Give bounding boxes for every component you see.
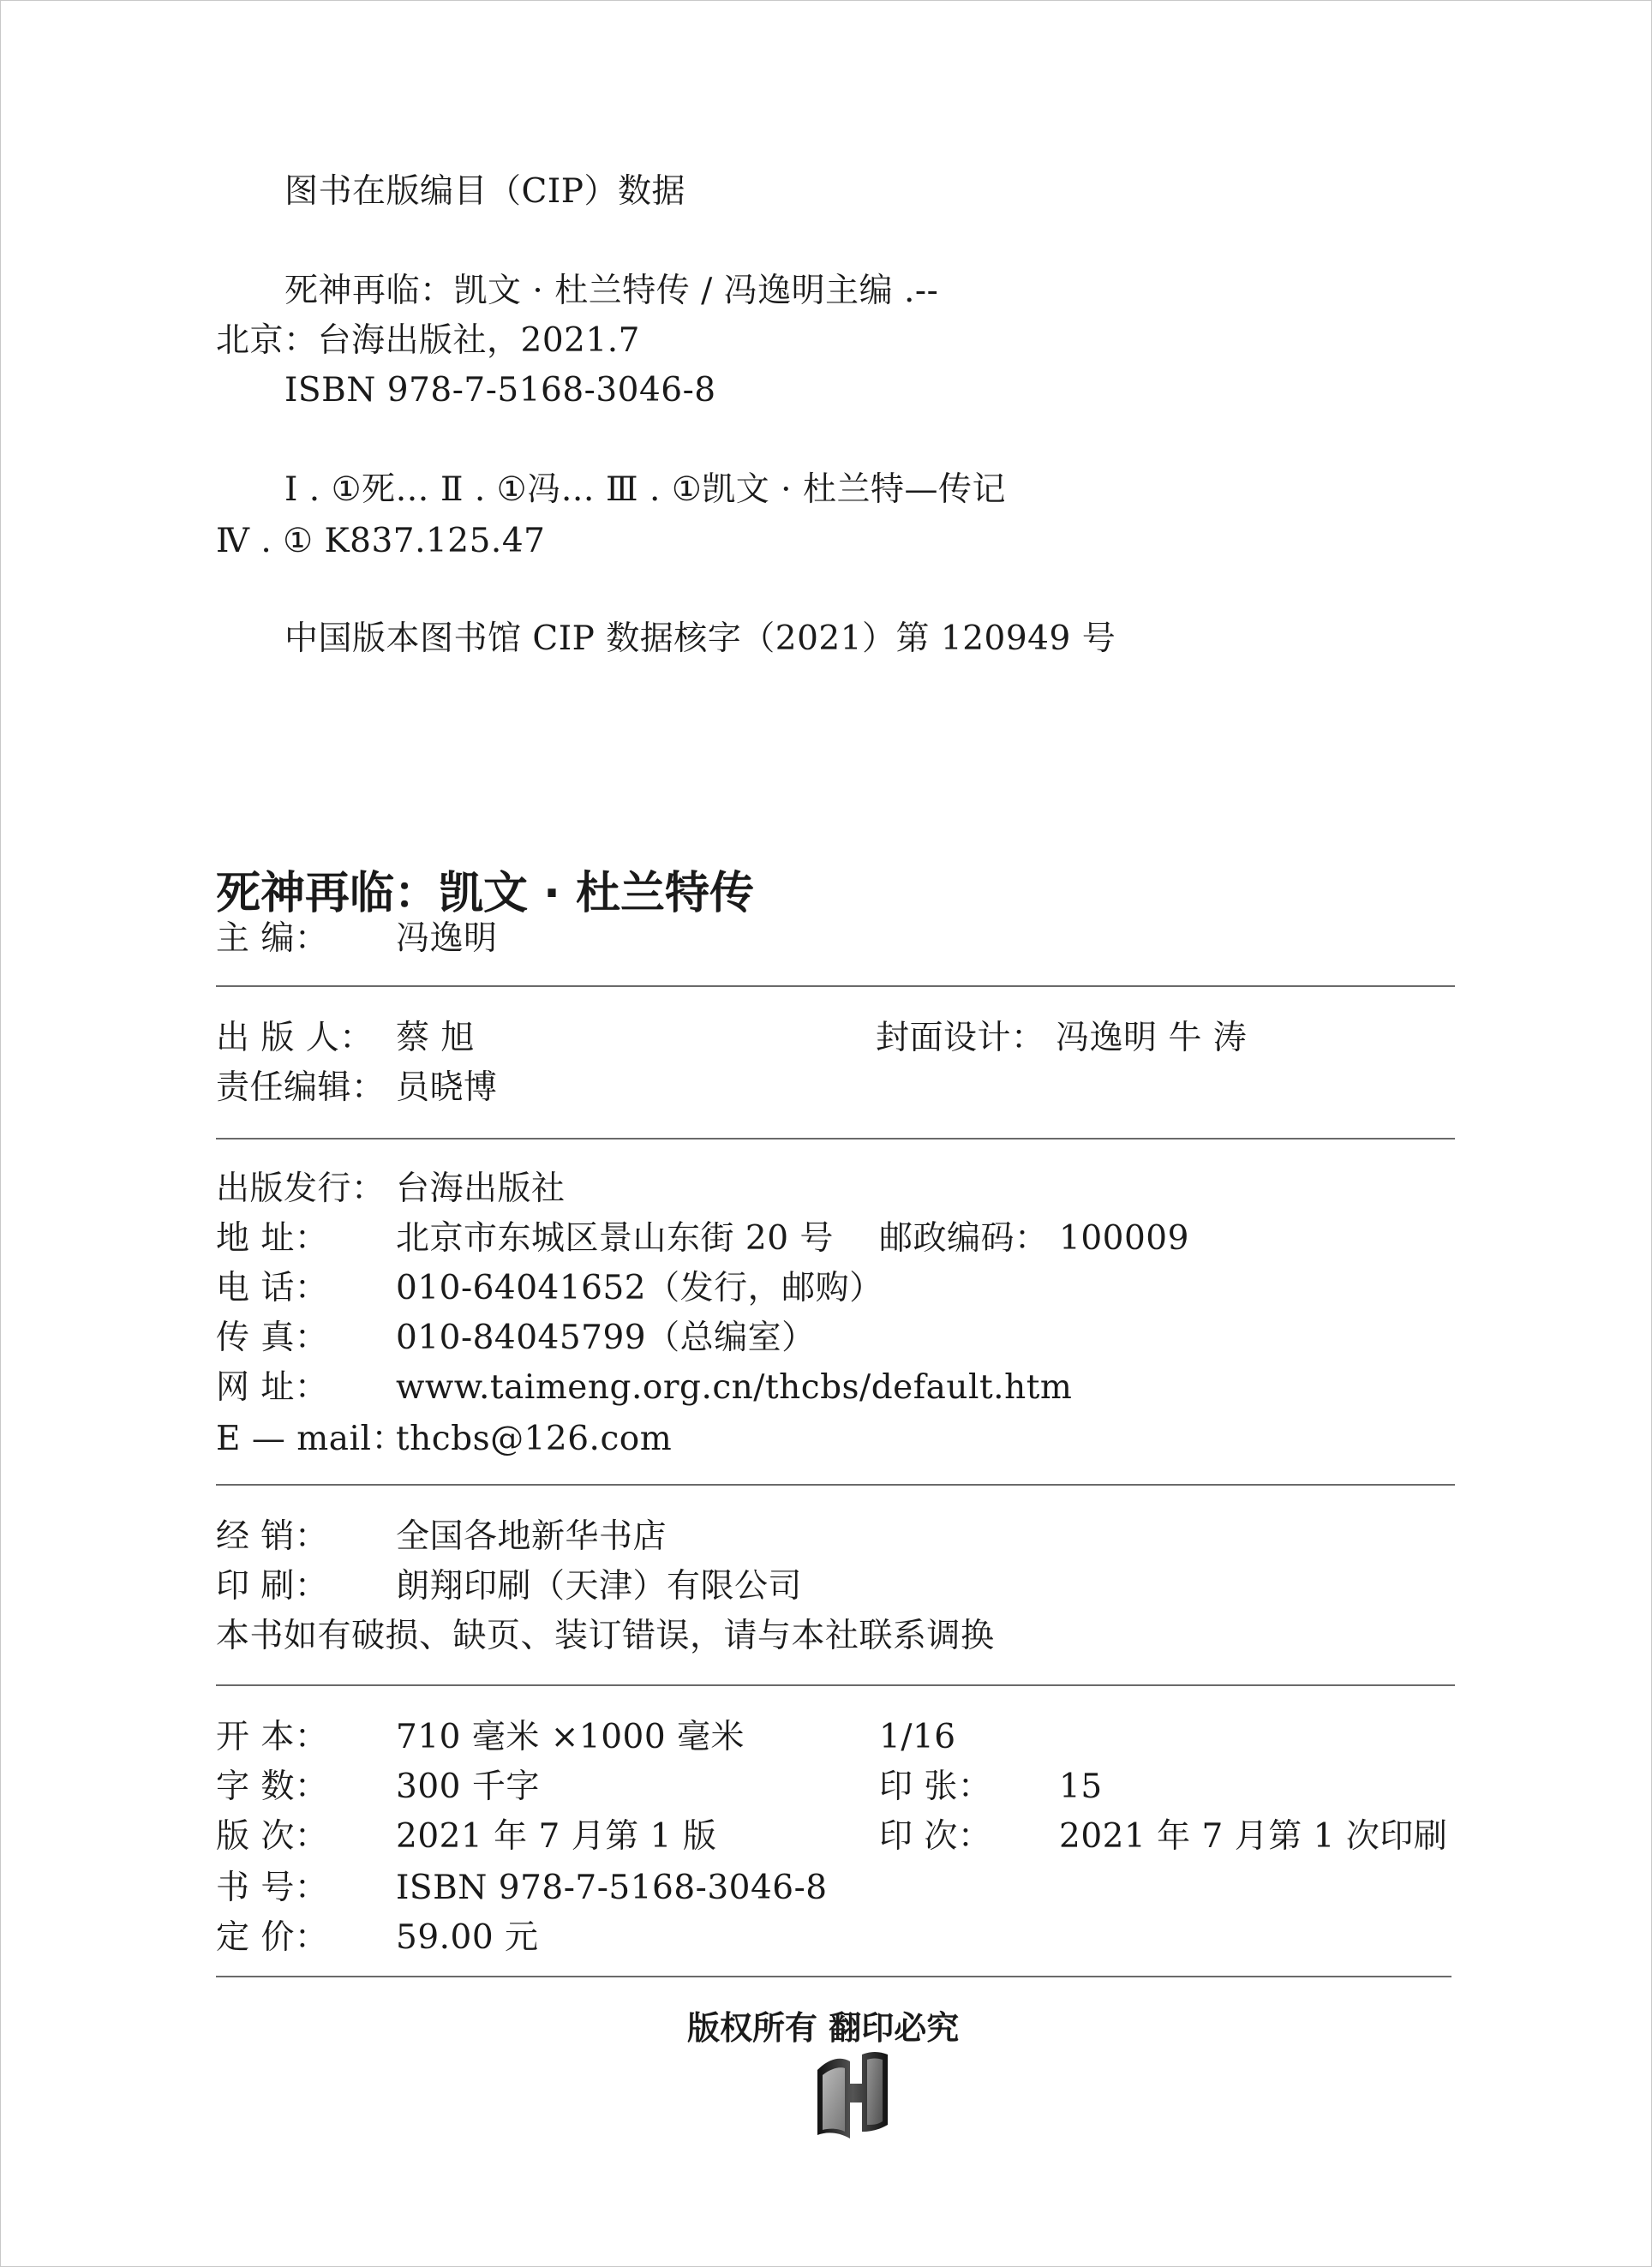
website-label: 网 址： <box>216 1368 329 1407</box>
cover-design-label: 封面设计： <box>876 1019 1045 1057</box>
cip-class-line2: Ⅳ . ① K837.125.47 <box>216 522 546 560</box>
distribution: 台海出版社 <box>396 1169 566 1208</box>
dealer: 全国各地新华书店 <box>396 1517 667 1556</box>
printer: 朗翔印刷（天津）有限公司 <box>396 1567 803 1606</box>
sheets: 15 <box>1059 1768 1103 1806</box>
format-label: 开 本： <box>216 1718 329 1756</box>
printing: 2021 年 7 月第 1 次印刷 <box>1059 1817 1448 1856</box>
cip-heading: 图书在版编目（CIP）数据 <box>284 172 685 211</box>
cip-isbn: ISBN 978-7-5168-3046-8 <box>284 371 716 410</box>
printer-label: 印 刷： <box>216 1567 329 1606</box>
cip-class-line1: Ⅰ . ①死… Ⅱ . ①冯… Ⅲ . ①凯文 · 杜兰特—传记 <box>284 470 1006 509</box>
sheets-label: 印 张： <box>879 1768 992 1806</box>
divider-3 <box>216 1484 1455 1486</box>
responsible-editor-label: 责任编辑： <box>216 1068 386 1107</box>
cip-entry-line2: 北京：台海出版社，2021.7 <box>216 321 640 360</box>
divider-2 <box>216 1138 1455 1139</box>
words: 300 千字 <box>396 1768 540 1806</box>
publisher-logo-icon <box>812 2049 893 2142</box>
address-label: 地 址： <box>216 1219 329 1258</box>
distribution-label: 出版发行： <box>216 1169 386 1208</box>
book-no: ISBN 978-7-5168-3046-8 <box>396 1869 828 1907</box>
divider-5 <box>216 1976 1451 1977</box>
dealer-label: 经 销： <box>216 1517 329 1556</box>
divider-1 <box>216 985 1455 987</box>
chief-editor-label: 主 编： <box>216 919 329 958</box>
edition: 2021 年 7 月第 1 版 <box>396 1817 717 1856</box>
fax: 010-84045799（总编室） <box>396 1319 816 1357</box>
damage-notice: 本书如有破损、缺页、装订错误，请与本社联系调换 <box>216 1617 995 1655</box>
phone: 010-64041652（发行，邮购） <box>396 1269 883 1307</box>
email-label: E — mail： <box>216 1420 405 1458</box>
edition-label: 版 次： <box>216 1817 329 1856</box>
fax-label: 传 真： <box>216 1319 329 1357</box>
format: 710 毫米 ×1000 毫米 <box>396 1718 745 1756</box>
website-link: www.taimeng.org.cn/thcbs/default.htm <box>396 1368 1073 1407</box>
divider-4 <box>216 1684 1455 1686</box>
cip-verification: 中国版本图书馆 CIP 数据核字（2021）第 120949 号 <box>284 619 1116 658</box>
publisher-label: 出 版 人： <box>216 1019 374 1057</box>
book-no-label: 书 号： <box>216 1869 329 1907</box>
price-label: 定 价： <box>216 1918 329 1957</box>
rights-notice: 版权所有 翻印必究 <box>687 2009 960 2047</box>
address: 北京市东城区景山东街 20 号 <box>396 1219 834 1258</box>
publisher-name: 蔡 旭 <box>396 1019 475 1057</box>
book-title: 死神再临：凯文 · 杜兰特传 <box>216 868 754 919</box>
postcode: 100009 <box>1059 1219 1189 1258</box>
chief-editor: 冯逸明 <box>396 919 498 958</box>
cip-entry-line1: 死神再临：凯文 · 杜兰特传 / 冯逸明主编 .-- <box>284 272 939 310</box>
responsible-editor: 员晓博 <box>396 1068 498 1107</box>
price: 59.00 元 <box>396 1918 539 1957</box>
postcode-label: 邮政编码： <box>879 1219 1049 1258</box>
cover-design: 冯逸明 牛 涛 <box>1056 1019 1248 1057</box>
printing-label: 印 次： <box>879 1817 992 1856</box>
email: thcbs@126.com <box>396 1420 673 1458</box>
format-fraction: 1/16 <box>879 1718 956 1756</box>
words-label: 字 数： <box>216 1768 329 1806</box>
phone-label: 电 话： <box>216 1269 329 1307</box>
